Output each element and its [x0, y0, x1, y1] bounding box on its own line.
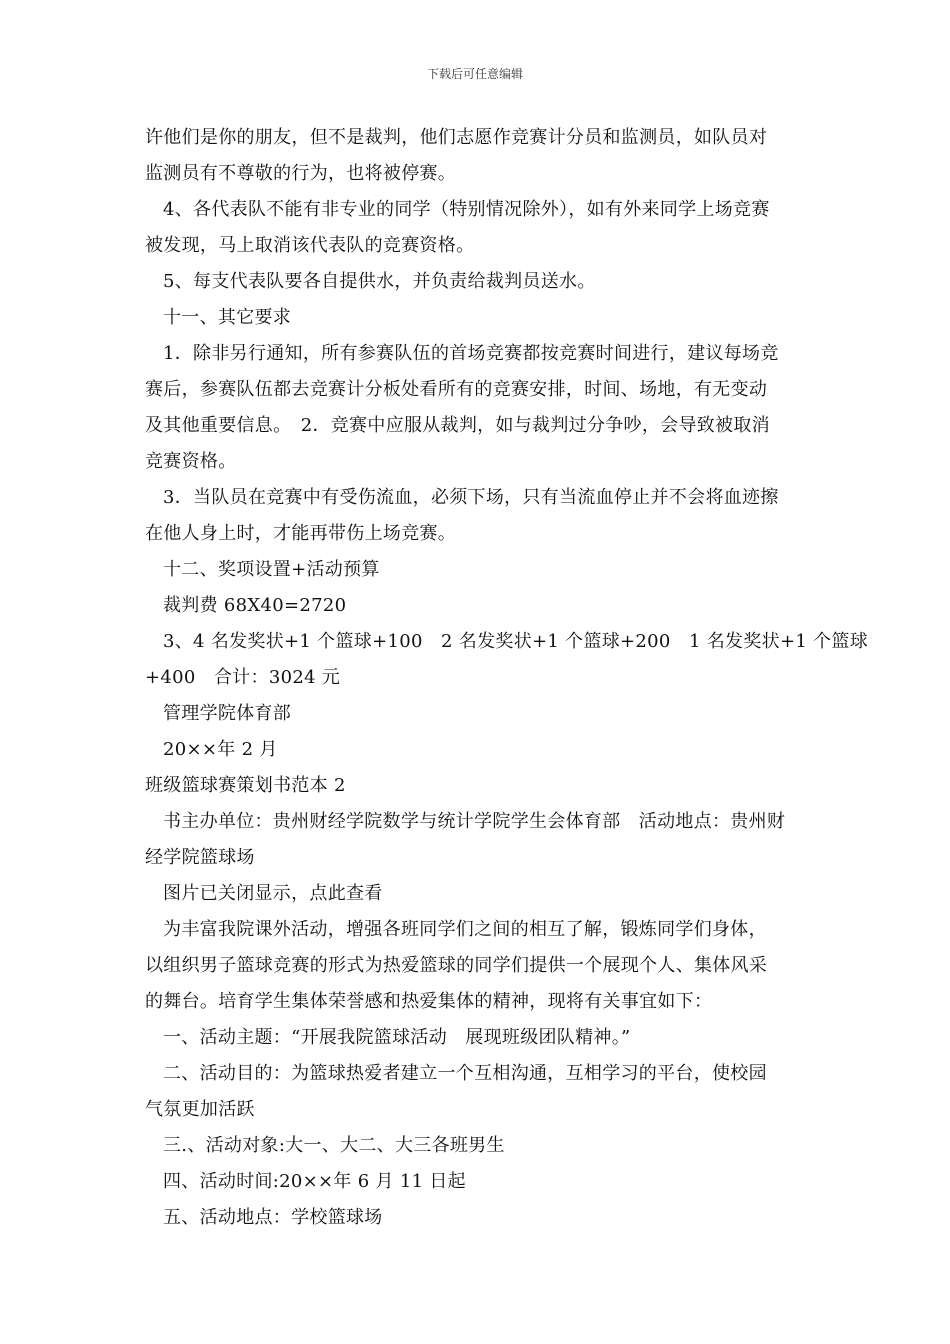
text-line: 裁判费 68X40=2720 — [163, 595, 347, 616]
text-line: 四、活动时间:20××年 6 月 11 日起 — [163, 1171, 466, 1192]
text-line: 赛后，参赛队伍都去竞赛计分板处看所有的竞赛安排，时间、场地，有无变动 — [145, 379, 768, 400]
text-line: 5、每支代表队要各自提供水，并负责给裁判员送水。 — [163, 271, 596, 292]
text-line: 在他人身上时，才能再带伤上场竞赛。 — [145, 523, 457, 544]
text-line: 3、4 名发奖状+1 个篮球+100 2 名发奖状+1 个篮球+200 1 名发奖状+1 个篮球 — [163, 631, 869, 652]
text-line: 为丰富我院课外活动，增强各班同学们之间的相互了解，锻炼同学们身体， — [163, 919, 767, 940]
text-line: 五、活动地点：学校篮球场 — [163, 1207, 383, 1228]
text-line: 20××年 2 月 — [163, 739, 278, 760]
text-line: 二、活动目的：为篮球热爱者建立一个互相沟通，互相学习的平台，使校园 — [163, 1063, 767, 1084]
text-line: 十二、奖项设置+活动预算 — [163, 559, 380, 580]
text-line: 十一、其它要求 — [163, 307, 292, 328]
text-line: 经学院篮球场 — [145, 847, 255, 868]
text-line: 及其他重要信息。 2．竞赛中应服从裁判，如与裁判过分争吵，会导致被取消 — [145, 415, 770, 436]
text-line: 三.、活动对象:大一、大二、大三各班男生 — [163, 1135, 505, 1156]
text-line: 书主办单位：贵州财经学院数学与统计学院学生会体育部 活动地点：贵州财 — [163, 811, 786, 832]
text-line: 许他们是你的朋友，但不是裁判，他们志愿作竞赛计分员和监测员，如队员对 — [145, 127, 768, 148]
text-line: 班级篮球赛策划书范本 2 — [145, 775, 346, 796]
text-line: 4、各代表队不能有非专业的同学（特别情况除外），如有外来同学上场竞赛 — [163, 199, 770, 220]
text-line: +400 合计：3024 元 — [145, 667, 341, 688]
page-header-note: 下载后可任意编辑 — [426, 67, 523, 81]
text-line: 1．除非另行通知，所有参赛队伍的首场竞赛都按竞赛时间进行，建议每场竞 — [163, 343, 779, 364]
text-line: 图片已关闭显示，点此查看 — [163, 883, 383, 904]
text-line: 以组织男子篮球竞赛的形式为热爱篮球的同学们提供一个展现个人、集体风采 — [145, 955, 768, 976]
text-line: 竞赛资格。 — [145, 451, 237, 472]
text-line: 气氛更加活跃 — [145, 1099, 255, 1120]
text-line: 一、活动主题：“开展我院篮球活动 展现班级团队精神。” — [163, 1027, 631, 1048]
document-body — [145, 120, 869, 1236]
text-line: 被发现，马上取消该代表队的竞赛资格。 — [145, 235, 475, 256]
text-line: 3．当队员在竞赛中有受伤流血，必须下场，只有当流血停止并不会将血迹擦 — [163, 487, 779, 508]
text-line: 管理学院体育部 — [163, 703, 292, 724]
text-line: 监测员有不尊敬的行为，也将被停赛。 — [145, 163, 457, 184]
text-line: 的舞台。培育学生集体荣誉感和热爱集体的精神，现将有关事宜如下： — [145, 991, 713, 1012]
